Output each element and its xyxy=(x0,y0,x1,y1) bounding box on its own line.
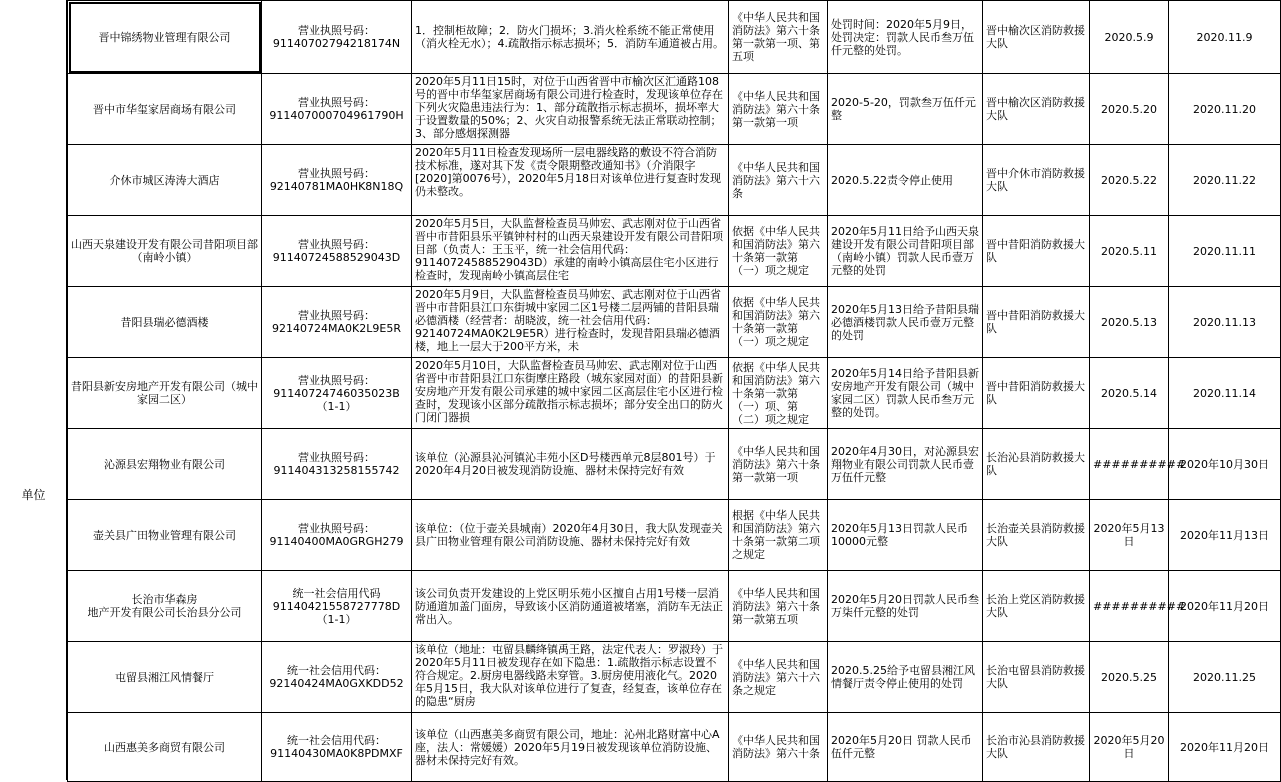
table-row xyxy=(68,145,1281,216)
license-cell[interactable]: 营业执照号码： 91140724588529043D xyxy=(262,216,412,287)
company-name-cell[interactable]: 长治市华森房 地产开发有限公司长治县分公司 xyxy=(68,571,262,642)
license-cell[interactable]: 营业执照号码： 92140724MA0K2L9E5R xyxy=(262,287,412,358)
penalty-cell[interactable]: 2020年4月30日，对沁源县宏翔物业有限公司罚款人民币壹万伍仟元整 xyxy=(828,429,983,500)
expiry-date-cell[interactable]: 2020.11.13 xyxy=(1169,287,1281,358)
law-cell[interactable]: 《中华人民共和国消防法》第六十条第一款第一项 xyxy=(729,74,828,145)
department-cell[interactable]: 晋中昔阳消防救援大队 xyxy=(983,358,1090,429)
decision-date-cell[interactable]: 2020.5.9 xyxy=(1090,1,1169,74)
law-cell[interactable]: 《中华人民共和国消防法》第六十六条之规定 xyxy=(729,642,828,713)
law-cell[interactable]: 《中华人民共和国消防法》第六十条 xyxy=(729,713,828,782)
decision-date-cell[interactable]: 2020.5.13 xyxy=(1090,287,1169,358)
department-cell[interactable]: 长治屯留县消防救援大队 xyxy=(983,642,1090,713)
law-cell[interactable]: 《中华人民共和国消防法》第六十六条 xyxy=(729,145,828,216)
facts-text: 2020年5月9日，大队监督检查员马帅宏、武志刚对位于山西省晋中市昔阳县江口东街城中家园二区1号楼二层两铺的昔阳县瑞必德酒楼（经营者：胡晓波，统一社会信用代码：92140724MA0K2L9E5R）进行检查时，发现昔阳县瑞必德酒楼，地上一层大于200平方米，未 xyxy=(415,287,721,353)
law-cell[interactable]: 根据《中华人民共和国消防法》第六十条第一款第二项之规定 xyxy=(729,500,828,571)
decision-date-cell[interactable]: 2020.5.11 xyxy=(1090,216,1169,287)
decision-date-cell[interactable]: 2020年5月20日 xyxy=(1090,713,1169,782)
table-row xyxy=(68,571,1281,642)
expiry-date-cell[interactable]: 2020.11.11 xyxy=(1169,216,1281,287)
decision-date-cell[interactable]: 2020.5.14 xyxy=(1090,358,1169,429)
facts-text: 2020年5月11日检查发现场所一层电器线路的敷设不符合消防技术标准，遂对其下发《责令限期整改通知书》（介消限字[2020]第0076号），2020年5月18日对该单位进行复查时发现仍未整改。 xyxy=(415,145,722,198)
license-cell[interactable]: 营业执照号码： 91140400MA0GRGH279 xyxy=(262,500,412,571)
facts-text: 2020年5月10日，大队监督检查员马帅宏、武志刚对位于山西省晋中市昔阳县江口东街摩庄路段（城东家园对面）的昔阳县新安房地产开发有限公司承建的城中家园二区高层住宅小区进行检查时，发现该小区部分疏散指示标志损坏；部分安全出口的防火门闭门器损 xyxy=(415,358,723,424)
department-cell[interactable]: 晋中榆次区消防救援大队 xyxy=(983,1,1090,74)
law-cell[interactable]: 《中华人民共和国消防法》第六十条第一款第五项 xyxy=(729,571,828,642)
company-name-cell[interactable]: 晋中锦绣物业管理有限公司 xyxy=(68,1,262,74)
penalty-cell[interactable]: 处罚时间：2020年5月9日，处罚决定：罚款人民币叁万伍仟元整的处罚。 xyxy=(828,1,983,74)
department-cell[interactable]: 长治市沁县消防救援大队 xyxy=(983,713,1090,782)
facts-cell[interactable]: 该单位（山西惠美多商贸有限公司，地址：沁州北路财富中心A座，法人：常媛媛）2020年5月19日被发现该单位消防设施、器材未保持完好有效。 xyxy=(412,713,729,782)
facts-text: 2020年5月11日15时，对位于山西省晋中市榆次区汇通路108号的晋中市华玺家居商场有限公司进行检查时，发现该单位存在下列火灾隐患违法行为：1、部分疏散指示标志损坏，损坏率大于设置数量的50%；2、火灾自动报警系统无法正常联动控制；3、部分感烟探测器 xyxy=(415,74,723,140)
facts-cell[interactable] xyxy=(412,642,729,713)
license-cell[interactable]: 统一社会信用代码： 91140430MA0K8PDMXF xyxy=(262,713,412,782)
expiry-date-cell[interactable]: 2020年10月30日 xyxy=(1169,429,1281,500)
facts-cell[interactable]: 该单位：（位于壶关县城南）2020年4月30日，我大队发现壶关县广田物业管理有限公司消防设施、器材未保持完好有效 xyxy=(412,500,729,571)
license-cell[interactable]: 统一社会信用代码： 92140424MA0GXKDD52 xyxy=(262,642,412,713)
facts-cell[interactable] xyxy=(412,216,729,287)
facts-text: 2020年5月5日，大队监督检查员马帅宏、武志刚对位于山西省晋中市昔阳县乐平镇钟村村的山西天泉建设开发有限公司昔阳项目部（负责人：王玉平，统一社会信用代码：91140724588529043D）承建的南岭小镇高层住宅小区进行检查时，发现南岭小镇高层住宅 xyxy=(415,216,723,282)
department-cell[interactable]: 晋中榆次区消防救援大队 xyxy=(983,74,1090,145)
facts-text: 该单位（地址：屯留县麟绛镇禹王路，法定代表人：罗淑玲）于2020年5月11日被发现存在如下隐患：1.疏散指示标志设置不符合规定。2.厨房电器线路未穿管。3.厨房使用液化气。2020年5月15日，我大队对该单位进行了复查，经复查，该单位存在的隐患“厨房 xyxy=(415,642,723,708)
penalty-cell[interactable]: 2020.5.25给予屯留县湘江风情餐厅责令停止使用的处罚 xyxy=(828,642,983,713)
table-row xyxy=(68,429,1281,500)
table-row xyxy=(68,500,1281,571)
law-cell[interactable]: 依据《中华人民共和国消防法》第六十条第一款第（一）项之规定 xyxy=(729,287,828,358)
department-cell[interactable]: 晋中昔阳消防救援大队 xyxy=(983,216,1090,287)
law-cell[interactable]: 《中华人民共和国消防法》第六十条第一款第一项 xyxy=(729,429,828,500)
table-row xyxy=(68,287,1281,358)
penalty-cell[interactable]: 2020年5月20日 罚款人民币伍仟元整 xyxy=(828,713,983,782)
table-row xyxy=(68,713,1281,782)
license-cell[interactable]: 营业执照号码： 91140724746035023B （1-1） xyxy=(262,358,412,429)
company-name-cell[interactable]: 沁源县宏翔物业有限公司 xyxy=(68,429,262,500)
facts-cell[interactable]: 该单位（沁源县沁河镇沁丰苑小区D号楼西单元8层801号）于2020年4月20日被发现消防设施、器材未保持完好有效 xyxy=(412,429,729,500)
expiry-date-cell[interactable]: 2020.11.20 xyxy=(1169,74,1281,145)
table-row xyxy=(68,74,1281,145)
facts-cell[interactable] xyxy=(412,74,729,145)
law-cell[interactable]: 依据《中华人民共和国消防法》第六十条第一款第（一）项之规定 xyxy=(729,216,828,287)
expiry-date-cell[interactable]: 2020年11月13日 xyxy=(1169,500,1281,571)
penalty-cell[interactable]: 2020年5月13日给予昔阳县瑞必德酒楼罚款人民币壹万元整的处罚 xyxy=(828,287,983,358)
decision-date-cell[interactable]: ########## xyxy=(1090,429,1169,500)
expiry-date-cell[interactable]: 2020年11月20日 xyxy=(1169,713,1281,782)
facts-cell[interactable] xyxy=(412,358,729,429)
expiry-date-cell[interactable]: 2020.11.22 xyxy=(1169,145,1281,216)
facts-cell[interactable] xyxy=(412,287,729,358)
expiry-date-cell[interactable]: 2020.11.25 xyxy=(1169,642,1281,713)
table-row xyxy=(68,216,1281,287)
table-row xyxy=(68,1,1281,74)
facts-cell[interactable] xyxy=(412,145,729,216)
department-cell[interactable]: 长治上党区消防救援大队 xyxy=(983,571,1090,642)
decision-date-cell[interactable]: 2020.5.22 xyxy=(1090,145,1169,216)
expiry-date-cell[interactable]: 2020年11月20日 xyxy=(1169,571,1281,642)
decision-date-cell[interactable]: 2020年5月13日 xyxy=(1090,500,1169,571)
table-row xyxy=(68,358,1281,429)
company-name-cell[interactable]: 昔阳县新安房地产开发有限公司（城中家园二区） xyxy=(68,358,262,429)
license-cell[interactable]: 营业执照号码： 911404313258155742 xyxy=(262,429,412,500)
company-name-cell[interactable]: 屯留县湘江风情餐厅 xyxy=(68,642,262,713)
facts-cell[interactable]: 该公司负责开发建设的上党区明乐苑小区擅自占用1号楼一层消防通道加盖门面房，导致该小区消防通道被堵塞，消防车无法正常出入。 xyxy=(412,571,729,642)
department-cell[interactable]: 晋中昔阳消防救援大队 xyxy=(983,287,1090,358)
company-name-cell[interactable]: 壶关县广田物业管理有限公司 xyxy=(68,500,262,571)
penalty-cell[interactable]: 2020.5.22责令停止使用 xyxy=(828,145,983,216)
license-cell[interactable]: 营业执照号码： 911407000704961790H xyxy=(262,74,412,145)
law-cell[interactable]: 《中华人民共和国消防法》第六十条第一款第一项、第五项 xyxy=(729,1,828,74)
penalty-cell[interactable]: 2020年5月14日给予昔阳县新安房地产开发有限公司（城中家园二区）罚款人民币叁万元整的处罚。 xyxy=(828,358,983,429)
decision-date-cell[interactable]: 2020.5.25 xyxy=(1090,642,1169,713)
penalty-cell[interactable]: 2020年5月20日罚款人民币叁万柒仟元整的处罚 xyxy=(828,571,983,642)
company-name-cell[interactable]: 昔阳县瑞必德酒楼 xyxy=(68,287,262,358)
department-cell[interactable]: 晋中介休市消防救援大队 xyxy=(983,145,1090,216)
expiry-date-cell[interactable]: 2020.11.9 xyxy=(1169,1,1281,74)
facts-cell[interactable]: 1．控制柜故障；2．防火门损坏；3.消火栓系统不能正常使用（消火栓无水）；4.疏散指示标志损坏；5．消防车通道被占用。 xyxy=(412,1,729,74)
decision-date-cell[interactable]: ########## xyxy=(1090,571,1169,642)
penalty-cell[interactable]: 2020年5月13日罚款人民币10000元整 xyxy=(828,500,983,571)
table-row xyxy=(68,642,1281,713)
license-cell[interactable]: 营业执照号码： 91140702794218174N xyxy=(262,1,412,74)
penalty-cell[interactable]: 2020年5月11日给予山西天泉建设开发有限公司昔阳项目部（南岭小镇）罚款人民币壹万元整的处罚 xyxy=(828,216,983,287)
side-label-text: 单位 xyxy=(21,488,46,502)
license-cell[interactable]: 营业执照号码： 92140781MA0HK8N18Q xyxy=(262,145,412,216)
department-cell[interactable]: 长治沁县消防救援大队 xyxy=(983,429,1090,500)
company-name-cell[interactable]: 介休市城区涛涛大酒店 xyxy=(68,145,262,216)
company-name-cell[interactable]: 山西天泉建设开发有限公司昔阳项目部（南岭小镇） xyxy=(68,216,262,287)
law-cell[interactable]: 依据《中华人民共和国消防法》第六十条第一款第（一）项、第（二）项之规定 xyxy=(729,358,828,429)
license-cell[interactable]: 统一社会信用代码 91140421558727778D（1-1） xyxy=(262,571,412,642)
company-name-cell[interactable]: 晋中市华玺家居商场有限公司 xyxy=(68,74,262,145)
penalty-cell[interactable]: 2020-5-20，罚款叁万伍仟元整 xyxy=(828,74,983,145)
decision-date-cell[interactable]: 2020.5.20 xyxy=(1090,74,1169,145)
expiry-date-cell[interactable]: 2020.11.14 xyxy=(1169,358,1281,429)
department-cell[interactable]: 长治壶关县消防救援大队 xyxy=(983,500,1090,571)
company-name-cell[interactable]: 山西惠美多商贸有限公司 xyxy=(68,713,262,782)
side-label-cell[interactable] xyxy=(0,0,67,780)
penalty-table xyxy=(67,0,1281,782)
